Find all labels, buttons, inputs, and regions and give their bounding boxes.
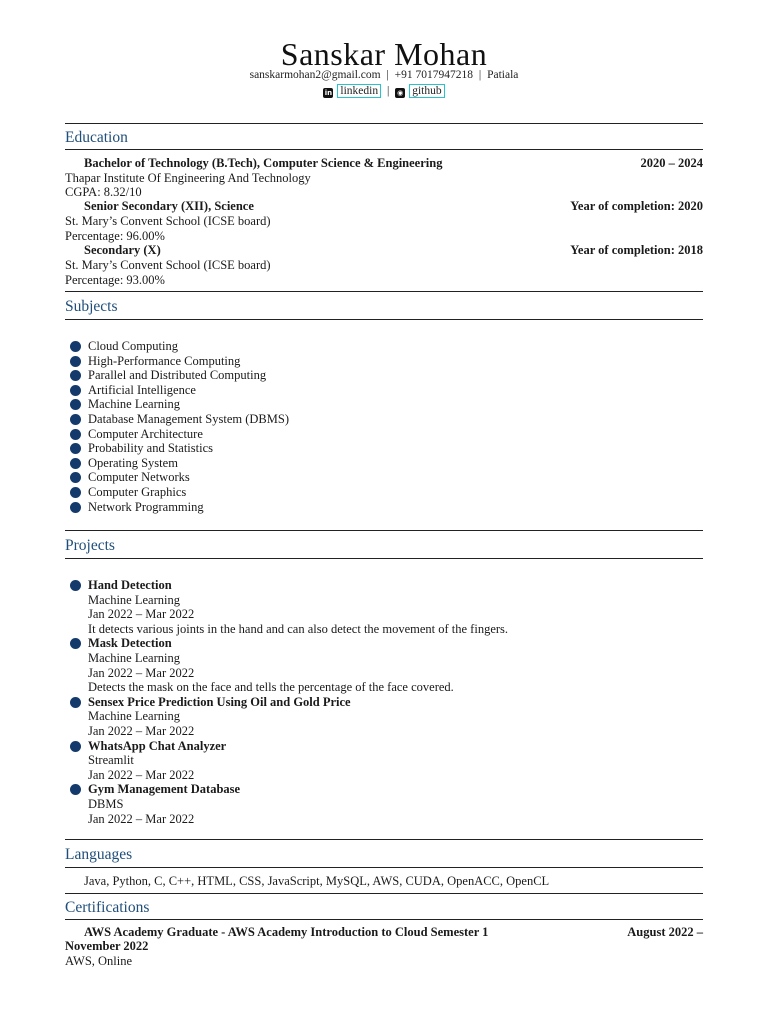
subjects-list — [70, 339, 700, 514]
bullet-icon — [70, 580, 81, 591]
section-rule — [65, 123, 703, 124]
certification-date-start: August 2022 – — [627, 925, 703, 939]
education-heading: Education — [65, 129, 128, 146]
project-title: Gym Management Database — [70, 782, 700, 797]
bullet-icon — [70, 697, 81, 708]
education-date: Year of completion: 2018 — [570, 243, 703, 257]
education-date: 2020 – 2024 — [640, 156, 703, 170]
links-separator: | — [387, 85, 390, 97]
education-entry — [65, 243, 703, 257]
section-rule — [65, 867, 703, 868]
list-item: Cloud Computing — [70, 339, 700, 354]
bullet-icon — [70, 370, 81, 381]
education-score: Percentage: 93.00% — [65, 273, 165, 287]
github-icon: ◉ — [397, 89, 404, 97]
languages-heading: Languages — [65, 846, 133, 863]
project-tech: Machine Learning — [88, 592, 180, 607]
github-link[interactable]: github — [409, 84, 444, 98]
list-item: Machine Learning — [70, 397, 700, 412]
project-date: Jan 2022 – Mar 2022 — [88, 665, 195, 680]
contact-separator: | — [478, 69, 482, 81]
certification-issuer: AWS, Online — [65, 954, 133, 968]
bullet-icon — [70, 399, 81, 410]
bullet-icon — [70, 341, 81, 352]
bullet-icon — [70, 429, 81, 440]
project-tech: Machine Learning — [88, 650, 180, 665]
project-tech: DBMS — [88, 796, 124, 811]
project-date: Jan 2022 – Mar 2022 — [88, 767, 195, 782]
subjects-heading: Subjects — [65, 298, 118, 315]
bullet-icon — [70, 414, 81, 425]
list-item: Network Programming — [70, 500, 700, 515]
degree: Senior Secondary (XII), Science — [84, 199, 254, 213]
bullet-icon — [70, 638, 81, 649]
list-item: Computer Architecture — [70, 427, 700, 442]
education-score: Percentage: 96.00% — [65, 229, 165, 243]
bullet-icon — [70, 356, 81, 367]
contact-line — [0, 69, 768, 81]
projects-heading: Projects — [65, 537, 115, 554]
bullet-icon — [70, 443, 81, 454]
list-item: Computer Networks — [70, 470, 700, 485]
list-item: Database Management System (DBMS) — [70, 412, 700, 427]
bullet-icon — [70, 502, 81, 513]
bullet-icon — [70, 472, 81, 483]
project-title: WhatsApp Chat Analyzer — [70, 739, 700, 754]
project-title: Sensex Price Prediction Using Oil and Gold Price — [70, 695, 700, 710]
project-description: Detects the mask on the face and tells the percentage of the face covered. — [88, 680, 454, 695]
project-title: Mask Detection — [70, 636, 700, 651]
institution: St. Mary’s Convent School (ICSE board) — [65, 258, 271, 272]
email-link[interactable]: sanskarmohan2@gmail.com — [249, 69, 381, 81]
project-tech: Machine Learning — [88, 709, 180, 724]
project-date: Jan 2022 – Mar 2022 — [88, 723, 195, 738]
list-item: Probability and Statistics — [70, 441, 700, 456]
list-item: High-Performance Computing — [70, 354, 700, 369]
bullet-icon — [70, 487, 81, 498]
institution: Thapar Institute Of Engineering And Technology — [65, 171, 311, 185]
section-rule — [65, 530, 703, 531]
section-rule — [65, 319, 703, 320]
profile-links — [0, 85, 768, 98]
project-description: It detects various joints in the hand and can also detect the movement of the fingers. — [88, 621, 509, 636]
phone-number: +91 7017947218 — [394, 69, 474, 81]
certification-entry — [65, 925, 703, 939]
certifications-heading: Certifications — [65, 899, 150, 916]
bullet-icon — [70, 458, 81, 469]
institution: St. Mary’s Convent School (ICSE board) — [65, 214, 271, 228]
project-title: Hand Detection — [70, 578, 700, 593]
education-entry — [65, 156, 703, 170]
section-rule — [65, 558, 703, 559]
section-rule — [65, 839, 703, 840]
location: Patiala — [487, 69, 519, 81]
education-date: Year of completion: 2020 — [570, 199, 703, 213]
list-item: Computer Graphics — [70, 485, 700, 500]
candidate-name: Sanskar Mohan — [280, 36, 488, 72]
degree: Secondary (X) — [84, 243, 161, 257]
project-date: Jan 2022 – Mar 2022 — [88, 811, 195, 826]
section-rule — [65, 919, 703, 920]
list-item: Operating System — [70, 456, 700, 471]
education-entry — [65, 199, 703, 213]
section-rule — [65, 893, 703, 894]
list-item: Artificial Intelligence — [70, 383, 700, 398]
project-date: Jan 2022 – Mar 2022 — [88, 607, 195, 622]
list-item: Parallel and Distributed Computing — [70, 368, 700, 383]
certification-name: AWS Academy Graduate - AWS Academy Introduction to Cloud Semester 1 — [84, 925, 489, 939]
projects-list — [70, 578, 700, 826]
section-rule — [65, 291, 703, 292]
bullet-icon — [70, 784, 81, 795]
bullet-icon — [70, 741, 81, 752]
bullet-icon — [70, 385, 81, 396]
project-tech: Streamlit — [88, 753, 134, 768]
degree: Bachelor of Technology (B.Tech), Computer Science & Engineering — [84, 156, 443, 170]
education-score: CGPA: 8.32/10 — [65, 185, 142, 199]
certification-date-end: November 2022 — [65, 939, 149, 953]
contact-separator: | — [386, 69, 389, 81]
section-rule — [65, 149, 703, 150]
languages-list: Java, Python, C, C++, HTML, CSS, JavaScript, MySQL, AWS, CUDA, OpenACC, OpenCL — [84, 874, 550, 888]
linkedin-link[interactable]: linkedin — [337, 84, 381, 98]
linkedin-icon: in — [324, 89, 333, 97]
